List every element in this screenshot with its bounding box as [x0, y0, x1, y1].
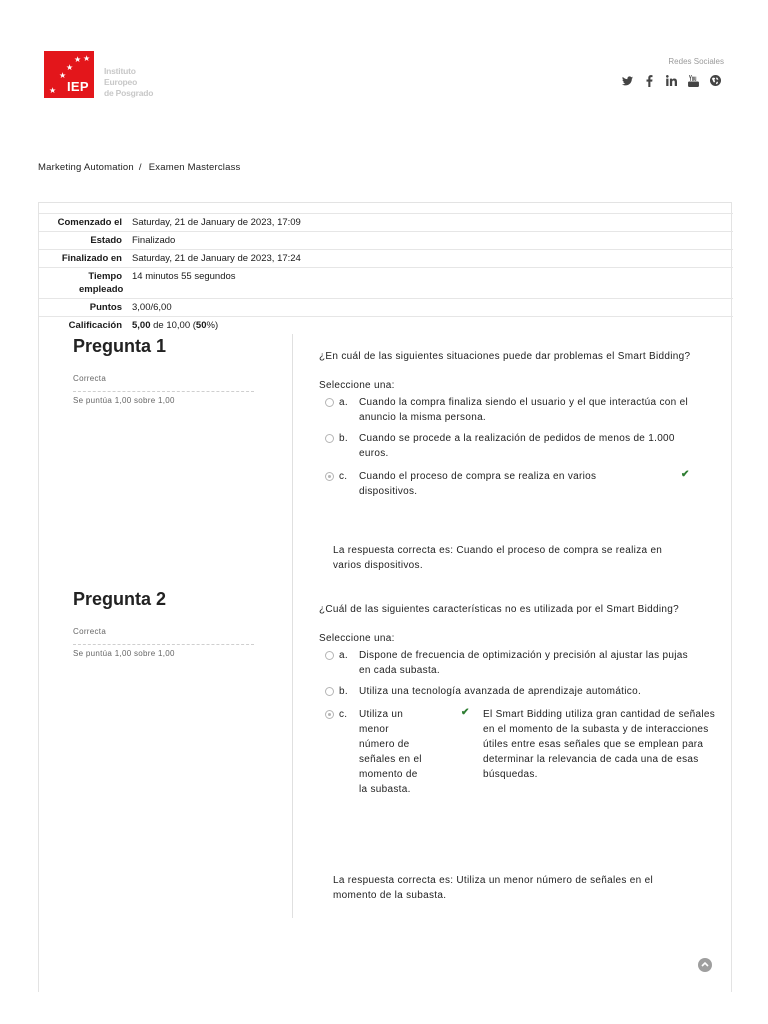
answer-option[interactable] [319, 684, 699, 699]
summary-value: 3,00/6,00 [132, 302, 172, 313]
answer-text: Cuando el proceso de compra se realiza en varios dispositivos. [359, 471, 597, 497]
answer-option[interactable] [319, 648, 699, 678]
answer-radio-checked[interactable] [325, 710, 334, 719]
answer-letter: b. [339, 433, 348, 444]
summary-value: Saturday, 21 de January de 2023, 17:09 [132, 217, 301, 228]
answer-letter: c. [339, 709, 348, 720]
summary-row-grade [39, 316, 733, 334]
attempt-summary [39, 213, 733, 334]
logo-abbr: IEP [67, 79, 89, 94]
answer-radio-checked[interactable] [325, 472, 334, 481]
star-icon: ★ [49, 86, 57, 95]
summary-value: Finalizado [132, 235, 176, 246]
breadcrumb-course-link[interactable]: Marketing Automation [38, 162, 134, 173]
summary-key: Finalizado en [61, 253, 122, 264]
breadcrumb-exam-link[interactable]: Examen Masterclass [148, 162, 241, 173]
question-title: Pregunta 2 [73, 589, 167, 609]
summary-key: Estado [90, 235, 122, 246]
star-icon: ★ [59, 71, 67, 80]
star-icon: ★ [66, 63, 74, 72]
breadcrumb-separator: / [138, 162, 142, 173]
breadcrumb [38, 162, 241, 173]
question-grade: Se puntúa 1,00 sobre 1,00 [73, 649, 175, 658]
summary-row [39, 249, 733, 267]
answer-text: Cuando se procede a la realización de pedidos de menos de 1.000 euros. [359, 433, 675, 459]
question-text: ¿En cuál de las siguientes situaciones puede dar problemas el Smart Bidding? [319, 351, 691, 362]
iep-logo[interactable] [44, 51, 94, 98]
answer-radio[interactable] [325, 398, 334, 407]
correct-check-icon: ✔ [681, 469, 690, 480]
answer-letter: a. [339, 650, 348, 661]
summary-row [39, 213, 733, 231]
facebook-icon[interactable] [643, 74, 656, 87]
chevron-up-icon [701, 961, 709, 967]
right-answer-feedback: La respuesta correcta es: Utiliza un menor número de señales en el momento de la subasta. [333, 875, 653, 901]
summary-key: Puntos [89, 302, 122, 313]
answer-option[interactable] [319, 431, 699, 461]
question-info [73, 336, 254, 405]
youtube-icon[interactable] [687, 74, 700, 87]
social-title: Redes Sociales [668, 57, 724, 66]
correct-check-icon: ✔ [461, 707, 470, 718]
answer-letter: c. [339, 471, 348, 482]
summary-value: 5,00 de 10,00 (50%) [132, 320, 219, 331]
summary-key: Tiempo empleado [79, 271, 124, 295]
summary-row [39, 231, 733, 249]
logo-text: Instituto Europeo de Posgrado [104, 66, 154, 98]
answer-option[interactable] [319, 395, 699, 425]
answer-radio[interactable] [325, 434, 334, 443]
linkedin-icon[interactable] [665, 74, 678, 87]
star-icon: ★ [83, 54, 91, 63]
column-divider [292, 334, 293, 918]
answer-text: Cuando la compra finaliza siendo el usuario y el que interactúa con el anuncio la misma persona. [359, 397, 688, 423]
answer-option-selected[interactable] [319, 707, 716, 832]
question-state: Correcta [73, 374, 254, 392]
quiz-review-card [38, 202, 732, 992]
globe-icon[interactable] [709, 74, 722, 87]
summary-value: 14 minutos 55 segundos [132, 271, 236, 282]
star-icon: ★ [74, 55, 82, 64]
answer-letter: b. [339, 686, 348, 697]
question-content [319, 349, 699, 505]
question-content [319, 602, 716, 838]
summary-key: Calificación [68, 320, 122, 331]
summary-value: Saturday, 21 de January de 2023, 17:24 [132, 253, 301, 264]
answer-text: Utiliza una tecnología avanzada de aprendizaje automático. [359, 686, 642, 697]
answer-prompt: Seleccione una: [319, 633, 395, 644]
question-state: Correcta [73, 627, 254, 645]
answer-option-selected[interactable] [319, 469, 699, 499]
question-text: ¿Cuál de las siguientes características no es utilizada por el Smart Bidding? [319, 604, 679, 615]
summary-key: Comenzado el [57, 217, 122, 228]
question-info [73, 589, 254, 658]
twitter-icon[interactable] [621, 74, 634, 87]
answer-radio[interactable] [325, 687, 334, 696]
scroll-to-top-button[interactable] [698, 958, 712, 972]
summary-row [39, 267, 733, 298]
answer-radio[interactable] [325, 651, 334, 660]
right-answer-feedback: La respuesta correcta es: Cuando el proceso de compra se realiza en varios dispositivos. [333, 545, 663, 571]
answer-text: Dispone de frecuencia de optimización y precisión al ajustar las pujas en cada subasta. [359, 650, 688, 676]
answer-text: Utiliza un menor número de señales en el momento de la subasta. [359, 709, 422, 795]
question-grade: Se puntúa 1,00 sobre 1,00 [73, 396, 175, 405]
summary-row [39, 298, 733, 316]
social-icons [621, 74, 722, 87]
question-title: Pregunta 1 [73, 336, 167, 356]
answer-letter: a. [339, 397, 348, 408]
answer-prompt: Seleccione una: [319, 380, 395, 391]
specific-feedback: El Smart Bidding utiliza gran cantidad de señales en el momento de la subasta y de interacciones útiles entre esas señales que se emplean para determinar la relevancia de cada una de esas búsquedas. [483, 709, 716, 780]
